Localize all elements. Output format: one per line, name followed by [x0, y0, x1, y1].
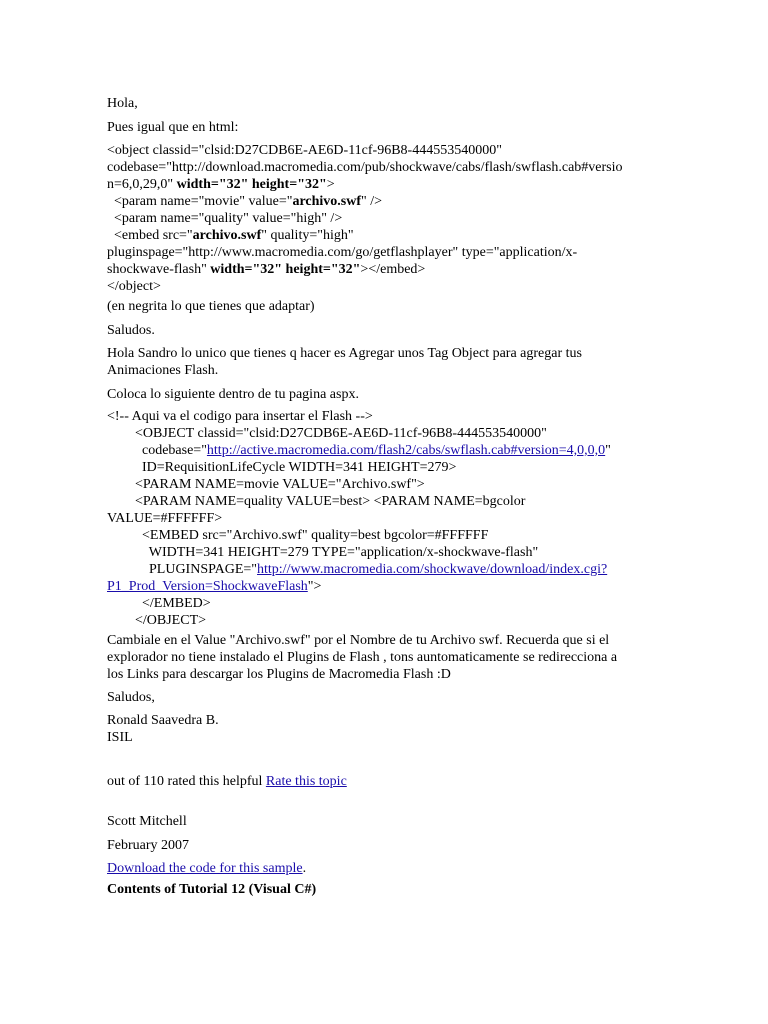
contents-heading: Contents of Tutorial 12 (Visual C#) — [107, 882, 317, 897]
explanation: explorador no tiene instalado el Plugins de Flash , tons auntomaticamente se redirecciona a — [107, 650, 618, 665]
signature-org: ISIL — [107, 730, 133, 745]
reply2-intro: Hola Sandro lo unico que tienes q hacer es Agregar unos Tag Object para agregar tus — [107, 346, 582, 361]
signature-name: Ronald Saavedra B. — [107, 713, 219, 728]
pluginspage-link[interactable]: P1_Prod_Version=ShockwaveFlash — [107, 579, 308, 594]
code-line: <object classid="clsid:D27CDB6E-AE6D-11cf-96B8-444553540000" — [107, 143, 502, 158]
download-code-link[interactable]: Download the code for this sample — [107, 861, 303, 876]
code-line: <PARAM NAME=quality VALUE=best> <PARAM NAME=bgcolor — [107, 494, 526, 509]
code-line — [107, 578, 321, 595]
code-comment: <!-- Aqui va el codigo para insertar el Flash --> — [107, 409, 373, 424]
explanation: los Links para descargar los Plugins de Macromedia Flash :D — [107, 667, 451, 682]
code-line: <OBJECT classid="clsid:D27CDB6E-AE6D-11cf-96B8-444553540000" — [107, 426, 547, 441]
reply2-intro: Animaciones Flash. — [107, 363, 219, 378]
code-line — [107, 193, 382, 210]
bold-attribute: archivo.swf — [192, 228, 262, 243]
code-text: n=6,0,29,0" — [107, 177, 177, 192]
bold-attribute: archivo.swf — [292, 194, 362, 209]
code-text: <embed src=" — [107, 228, 193, 243]
code-text: codebase=" — [107, 443, 207, 458]
code-line: pluginspage="http://www.macromedia.com/go/getflashplayer" type="application/x- — [107, 245, 578, 260]
reply1-intro: Pues igual que en html: — [107, 120, 239, 135]
codebase-link[interactable]: http://active.macromedia.com/flash2/cabs/swflash.cab#version=4,0,0,0 — [206, 443, 606, 458]
code-line: ID=RequisitionLifeCycle WIDTH=341 HEIGHT=279> — [107, 460, 457, 475]
rate-topic-link[interactable]: Rate this topic — [265, 774, 347, 789]
explanation: Cambiale en el Value "Archivo.swf" por el Nombre de tu Archivo swf. Recuerda que si el — [107, 633, 610, 648]
code-text: PLUGINSPAGE=" — [107, 562, 258, 577]
reply1-note: (en negrita lo que tienes que adaptar) — [107, 299, 315, 314]
rating-text: out of 110 rated this helpful — [107, 774, 266, 789]
code-line — [107, 561, 607, 578]
reply2-place: Coloca lo siguiente dentro de tu pagina aspx. — [107, 387, 359, 402]
code-text: " /> — [361, 194, 383, 209]
code-line: WIDTH=341 HEIGHT=279 TYPE="application/x-shockwave-flash" — [107, 545, 539, 560]
code-line: <param name="quality" value="high" /> — [107, 211, 343, 226]
bold-attribute: width="32" height="32" — [176, 177, 327, 192]
code-line — [107, 261, 425, 278]
code-line — [107, 442, 611, 459]
publish-date: February 2007 — [107, 838, 190, 853]
code-line: VALUE=#FFFFFF> — [107, 511, 223, 526]
code-text: ></embed> — [360, 262, 426, 277]
reply2-sign: Saludos, — [107, 690, 155, 705]
code-text: > — [326, 177, 335, 192]
greeting: Hola, — [107, 96, 138, 111]
author-name: Scott Mitchell — [107, 814, 187, 829]
code-text: "> — [307, 579, 322, 594]
code-line: </EMBED> — [107, 596, 211, 611]
download-suffix: . — [302, 861, 307, 876]
code-line: codebase="http://download.macromedia.com/pub/shockwave/cabs/flash/swflash.cab#versio — [107, 160, 623, 175]
reply1-sign: Saludos. — [107, 323, 155, 338]
code-text: shockwave-flash" — [107, 262, 211, 277]
code-line: <PARAM NAME=movie VALUE="Archivo.swf"> — [107, 477, 425, 492]
code-text: " quality="high" — [261, 228, 354, 243]
code-line: </OBJECT> — [107, 613, 207, 628]
code-line: </object> — [107, 279, 161, 294]
bold-attribute: width="32" height="32" — [210, 262, 361, 277]
pluginspage-link[interactable]: http://www.macromedia.com/shockwave/download/index.cgi? — [257, 562, 608, 577]
code-line — [107, 227, 354, 244]
rating-line — [107, 773, 347, 790]
code-line: <EMBED src="Archivo.swf" quality=best bgcolor=#FFFFFF — [107, 528, 489, 543]
download-line — [107, 860, 306, 877]
code-line — [107, 176, 335, 193]
code-text: " — [605, 443, 611, 458]
code-text: <param name="movie" value=" — [107, 194, 293, 209]
